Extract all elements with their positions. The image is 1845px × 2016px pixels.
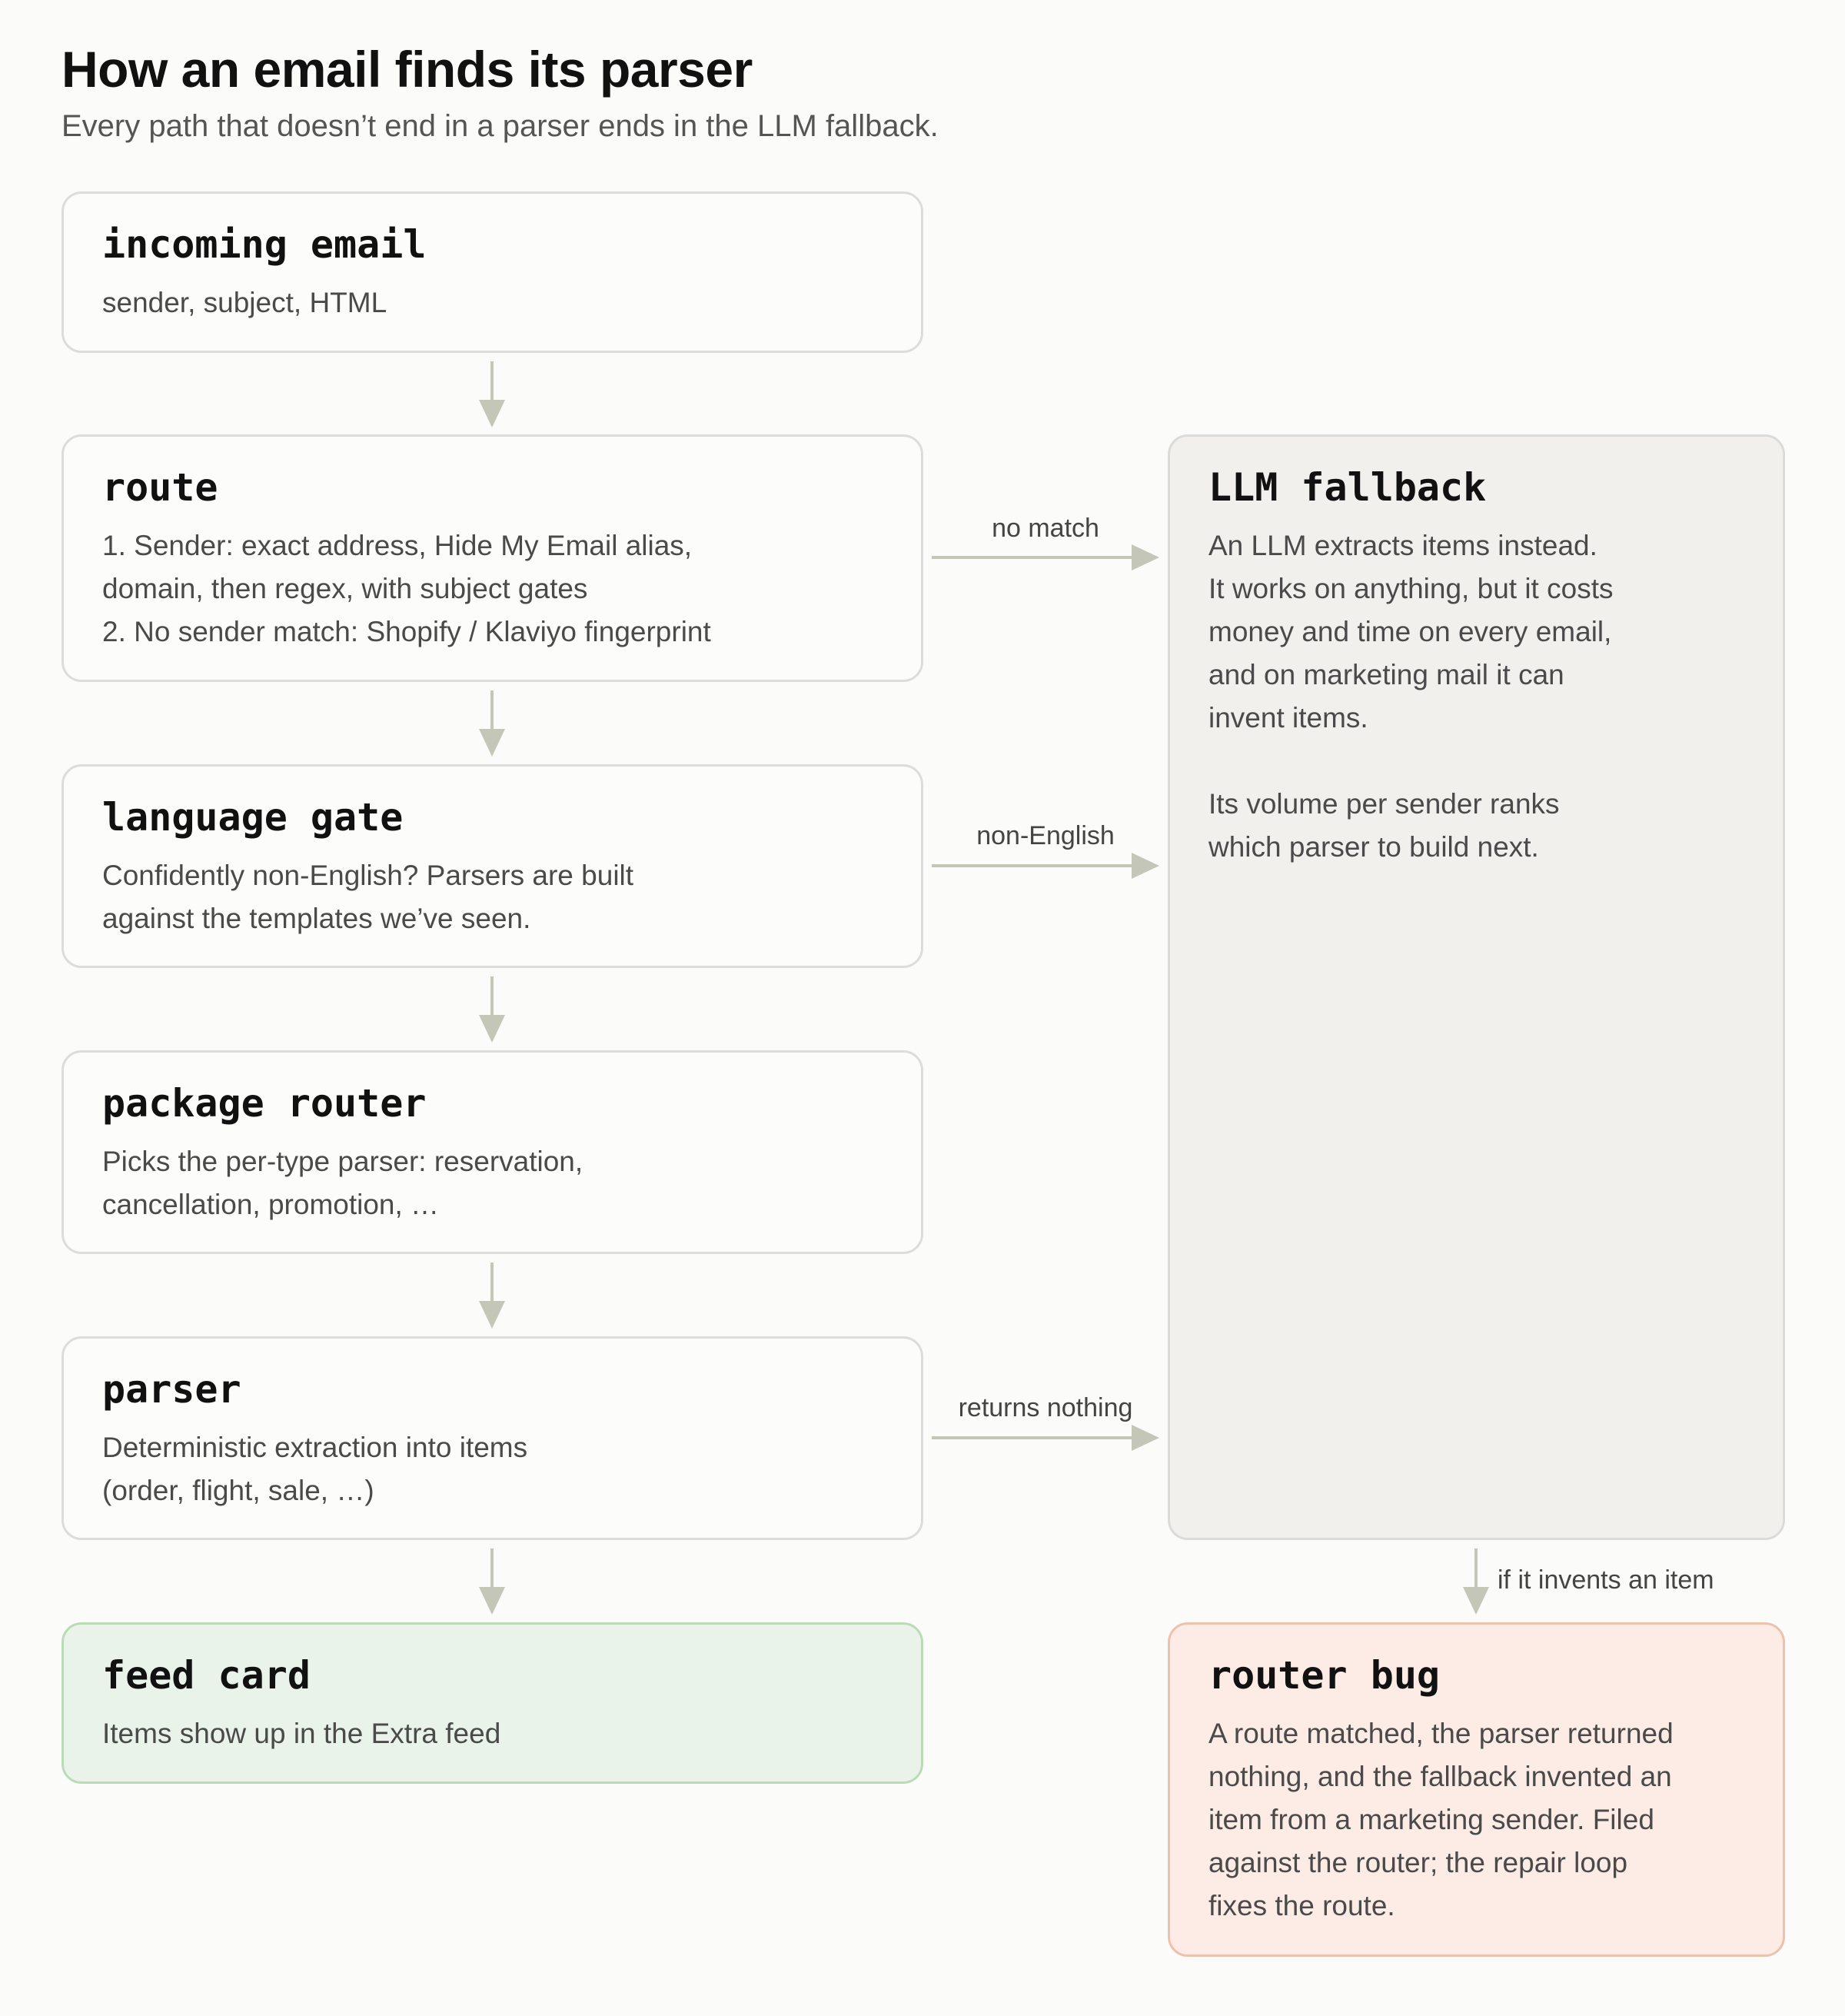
parser-body: Deterministic extraction into items (order, flight, sale, …)	[102, 1432, 528, 1506]
feed-card-body: Items show up in the Extra feed	[102, 1718, 501, 1749]
arrow-fallback-to-bug	[1453, 1549, 1499, 1618]
incoming-email-body: sender, subject, HTML	[102, 287, 387, 318]
router-bug-node	[1168, 1622, 1785, 1957]
incoming-email-node	[62, 191, 923, 353]
language-gate-node	[62, 764, 923, 968]
language-gate-body: Confidently non-English? Parsers are built against the templates we’ve seen.	[102, 860, 634, 934]
feed-card-node	[62, 1622, 923, 1784]
arrow-route-to-language	[469, 690, 515, 760]
edge-label-no-match: no match	[992, 514, 1099, 543]
router-bug-body: A route matched, the parser returned nothing, and the fallback invented an item from a marketing sender. Filed against the router; the repair loop fixes the route.	[1208, 1718, 1674, 1921]
feed-card-title: feed card	[102, 1653, 311, 1698]
llm-fallback-node	[1168, 434, 1785, 1540]
language-gate-title: language gate	[102, 795, 404, 840]
package-router-body: Picks the per-type parser: reservation, cancellation, promotion, …	[102, 1146, 583, 1220]
llm-fallback-title: LLM fallback	[1208, 465, 1487, 510]
arrow-package-to-parser	[469, 1262, 515, 1332]
route-node	[62, 434, 923, 682]
llm-fallback-body: An LLM extracts items instead. It works on anything, but it costs money and time on every email, and on marketing mail it can invent items. Its volume per sender ranks which parser to build next.	[1208, 530, 1614, 863]
route-body: 1. Sender: exact address, Hide My Email alias, domain, then regex, with subject gates 2. No sender match: Shopify / Klaviyo fingerprint	[102, 530, 711, 647]
package-router-title: package router	[102, 1081, 427, 1126]
diagram-subtitle: Every path that doesn’t end in a parser ends in the LLM fallback.	[62, 109, 939, 143]
router-bug-title: router bug	[1208, 1653, 1441, 1698]
arrow-language-to-package	[469, 976, 515, 1046]
parser-title: parser	[102, 1367, 241, 1412]
package-router-node	[62, 1050, 923, 1254]
diagram-title: How an email finds its parser	[62, 41, 753, 98]
edge-label-invents-item: if it invents an item	[1498, 1565, 1714, 1595]
route-title: route	[102, 465, 218, 510]
edge-label-non-english: non-English	[976, 821, 1115, 850]
arrow-parser-to-feed	[469, 1549, 515, 1618]
parser-node	[62, 1336, 923, 1540]
edge-label-returns-nothing: returns nothing	[958, 1393, 1133, 1422]
arrow-incoming-to-route	[469, 361, 515, 431]
incoming-email-title: incoming email	[102, 222, 427, 267]
